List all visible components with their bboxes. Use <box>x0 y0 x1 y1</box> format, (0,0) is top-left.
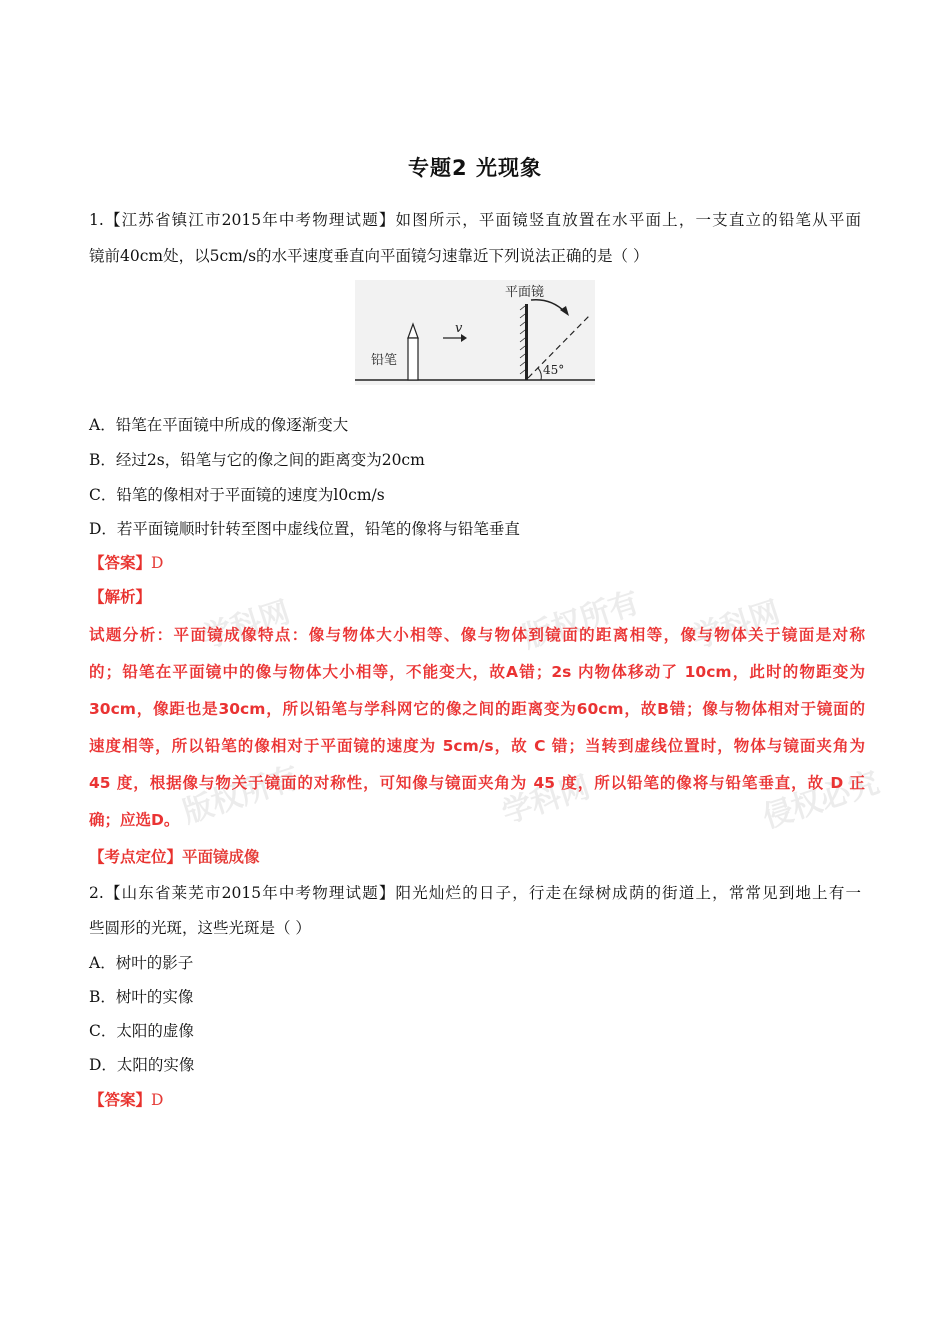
q2-number: 2. <box>89 884 104 902</box>
watermark: 学科网 <box>197 594 295 656</box>
page-title: 专题2 光现象 <box>408 156 542 180</box>
q1-stem-line2: 镜前40cm处，以5cm/s的水平速度垂直向平面镜匀速靠近下列说法正确的是（ ） <box>89 247 649 265</box>
q1-source: 【江苏省镇江市2015年中考物理试题】 <box>103 211 396 229</box>
watermark: 学科网 <box>497 769 595 831</box>
analysis-line: 确；应选D。 <box>89 811 180 829</box>
q1-figure <box>355 280 595 385</box>
q1-option-c: C．铅笔的像相对于平面镜的速度为l0cm/s <box>89 486 385 504</box>
q1-knowledge-point <box>89 847 260 867</box>
q1-kp-value: 平面镜成像 <box>182 847 260 866</box>
q1-number: 1. <box>89 211 104 229</box>
q2-stem-line2: 些圆形的光斑，这些光斑是（ ） <box>89 919 311 937</box>
q2-stem-text1: 阳光灿烂的日子，行走在绿树成荫的街道上，常常见到地上有一 <box>395 884 861 902</box>
q1-stem-line1 <box>89 210 861 230</box>
q1-stem-text1: 如图所示，平面镜竖直放置在水平面上，一支直立的铅笔从平面 <box>395 211 861 229</box>
analysis-line: 45 度，根据像与物关于镜面的对称性，可知像与镜面夹角为 45 度，所以铅笔的像将与铅笔垂直，故 D 正 <box>89 774 865 792</box>
q2-answer-value: D <box>151 1091 164 1109</box>
q2-answer <box>89 1090 163 1110</box>
mirror-label: 平面镜 <box>505 285 545 300</box>
watermark: 侵权必究 <box>758 765 884 836</box>
q1-answer <box>89 553 163 573</box>
watermark: 版权所有 <box>518 585 644 656</box>
q2-option-a: A．树叶的影子 <box>89 954 194 972</box>
q1-analysis-label: 【解析】 <box>89 587 152 606</box>
analysis-line: 的；铅笔在平面镜中的像与物体大小相等，不能变大，故A错；2s 内物体移动了 10cm，此时的物距变为 <box>89 663 865 681</box>
q2-option-c: C．太阳的虚像 <box>89 1022 194 1040</box>
mirror-pencil-diagram <box>355 280 595 385</box>
analysis-line: 速度相等，所以铅笔的像相对于平面镜的速度为 5cm/s，故 C 错；当转到虚线位置时，物体与镜面夹角为 <box>89 737 865 755</box>
angle-label: 45° <box>543 363 565 377</box>
q1-answer-value: D <box>151 554 164 572</box>
q2-stem-line1 <box>89 883 861 903</box>
q1-answer-label: 【答案】 <box>89 553 152 572</box>
watermark: 学科网 <box>687 594 785 656</box>
pencil-icon <box>408 324 418 380</box>
analysis-line: 试题分析：平面镜成像特点：像与物体大小相等、像与物体到镜面的距离相等，像与物体关于镜面是对称 <box>89 626 865 644</box>
velocity-label: v <box>455 321 463 336</box>
q1-option-b: B．经过2s，铅笔与它的像之间的距离变为20cm <box>89 451 425 469</box>
q1-option-a: A．铅笔在平面镜中所成的像逐渐变大 <box>89 416 349 434</box>
analysis-line: 30cm，像距也是30cm，所以铅笔与学科网它的像之间的距离变为60cm，故B错；像与物体相对于镜面的 <box>89 700 865 718</box>
q2-option-b: B．树叶的实像 <box>89 988 194 1006</box>
q1-option-d: D．若平面镜顺时针转至图中虚线位置，铅笔的像将与铅笔垂直 <box>89 520 520 538</box>
q1-analysis-heading <box>89 587 151 607</box>
q1-kp-label: 【考点定位】 <box>89 847 183 866</box>
q1-analysis-body <box>89 617 865 839</box>
q2-option-d: D．太阳的实像 <box>89 1056 195 1074</box>
watermark: 版权所有 <box>178 760 304 831</box>
q2-answer-label: 【答案】 <box>89 1090 152 1109</box>
pencil-label: 铅笔 <box>371 353 398 368</box>
q2-source: 【山东省莱芜市2015年中考物理试题】 <box>103 884 396 902</box>
